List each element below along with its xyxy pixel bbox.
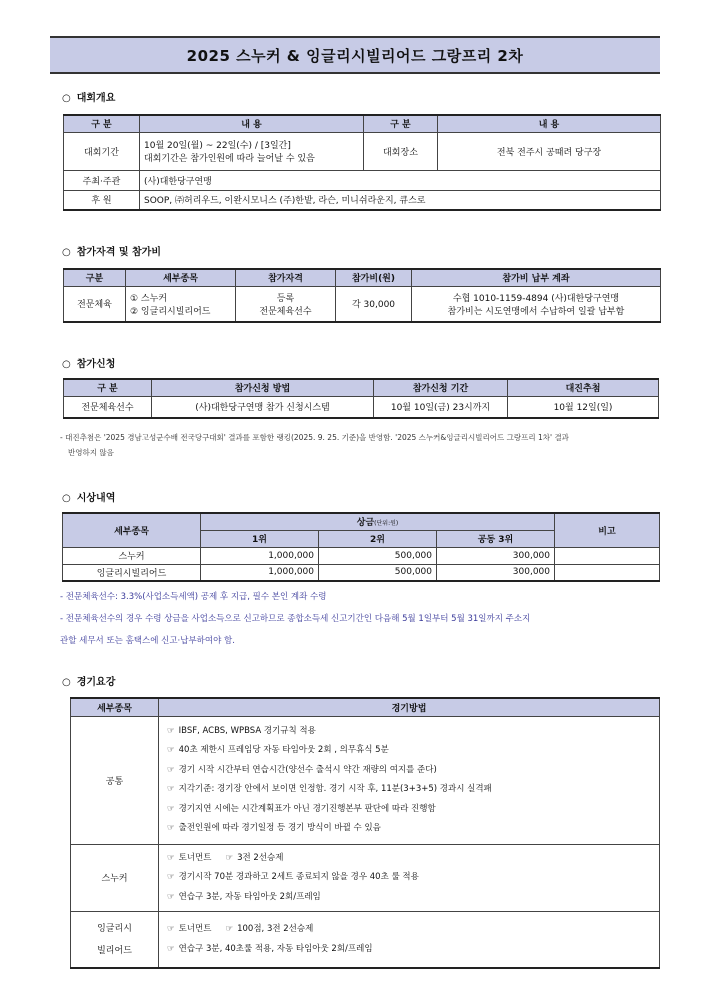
pointing-hand-icon: ☞ [167, 745, 175, 755]
prize-note-1: - 전문체육선수: 3.3%(사업소득세액) 공제 후 지급, 필수 본인 계좌 수령 [60, 592, 327, 602]
pointing-hand-icon: ☞ [167, 852, 175, 863]
prize-unit: (단위:원) [374, 520, 399, 528]
rules-english-label-line: 빌리어드 [97, 945, 132, 956]
section-heading-prizes [62, 489, 115, 504]
rules-english-label-line: 잉글리시 [97, 923, 132, 934]
section-marker: ○ [62, 359, 71, 370]
list-item: ☞ 출전인원에 따라 경기일정 등 경기 방식이 바뀔 수 있음 [167, 823, 381, 833]
venue-label: 대회장소 [364, 132, 438, 170]
account-cell [412, 286, 661, 322]
list-item: ☞ 연습구 3분, 자동 타임아웃 2회/프레임 [167, 891, 321, 902]
pointing-hand-icon: ☞ [167, 891, 175, 902]
pointing-hand-icon: ☞ [167, 803, 175, 814]
events-cell [126, 286, 236, 322]
section-heading-rules [62, 673, 115, 688]
eligibility-table [63, 268, 661, 323]
rules-snooker-label: 스누커 [71, 844, 159, 912]
sponsor-value: SOOP, ㈜허리우드, 이완시모니스 (주)한밭, 라슨, 미니쉬라운지, 큐스로 [140, 190, 661, 210]
rules-table [70, 697, 660, 969]
list-item: ☞ 40초 제한시 프레임당 자동 타임아웃 2회 , 의무휴식 5분 [167, 745, 389, 755]
eligibility-header: 세부종목 [126, 269, 236, 286]
event-item: ① 스누커 [130, 293, 168, 304]
period-line1: 10월 20일(월) ~ 22일(수) / [3일간] [144, 141, 291, 151]
title-bar [50, 36, 660, 74]
prize-note [555, 564, 660, 581]
qualification-line: 등록 [276, 293, 295, 304]
prize-header-label: 상금 [356, 518, 375, 529]
prize-rank-header: 1위 [201, 530, 319, 547]
section-heading-application [62, 355, 115, 370]
rules-header: 경기방법 [159, 698, 660, 716]
section-marker: ○ [62, 677, 71, 688]
eligibility-header: 구분 [64, 269, 126, 286]
sponsor-label: 후 원 [64, 190, 140, 210]
period-label: 대회기간 [64, 132, 140, 170]
period-cell [140, 132, 364, 170]
pointing-hand-icon: ☞ [167, 872, 175, 882]
application-header: 참가신청 기간 [374, 379, 508, 396]
pointing-hand-icon: ☞ [167, 784, 175, 794]
section-marker: ○ [62, 247, 71, 258]
prize-table [62, 512, 660, 582]
rules-english-list [159, 912, 660, 969]
category-cell: 전문체육 [64, 286, 126, 322]
list-item: ☞ 연습구 3분, 40초룰 적용, 자동 타임아웃 2회/프레임 [167, 943, 373, 954]
section-marker: ○ [62, 493, 71, 504]
host-value: (사)대한당구연맹 [140, 170, 661, 190]
application-note [60, 430, 680, 460]
application-header: 구 분 [64, 379, 152, 396]
fee-cell: 각 30,000 [336, 286, 412, 322]
rules-row-snooker [71, 844, 660, 912]
overview-header: 내 용 [438, 115, 661, 132]
prize-event: 스누커 [63, 547, 201, 564]
section-marker: ○ [62, 93, 71, 104]
page-title: 2025 스누커 & 잉글리시빌리어드 그랑프리 2차 [186, 46, 524, 65]
account-line: 수협 1010-1159-4894 (사)대한당구연맹 [452, 293, 620, 304]
list-item: ☞ 토너먼트 ☞ 100점, 3전 2선승제 [167, 924, 314, 934]
prize-note-2-line1: - 전문체육선수의 경우 수령 상금을 사업소득으로 신고하므로 종합소득세 신고기간인 다음해 5월 1일부터 5월 31일까지 주소지 [60, 614, 531, 624]
list-item: ☞ 경기시작 70분 경과하고 2세트 종료되지 않을 경우 40초 룰 적용 [167, 872, 419, 882]
rules-snooker-list [159, 844, 660, 912]
prize-value: 1,000,000 [201, 564, 319, 581]
eligibility-heading: 참가자격 및 참가비 [76, 247, 161, 258]
prize-value: 500,000 [319, 564, 437, 581]
account-line: 참가비는 시도연맹에서 수납하여 일괄 납부함 [447, 306, 625, 317]
prize-value: 300,000 [437, 564, 555, 581]
application-cell: 10월 12일(일) [508, 396, 659, 418]
event-item: ② 잉글리시빌리어드 [130, 306, 211, 317]
prize-value: 300,000 [437, 547, 555, 564]
prize-note [555, 547, 660, 564]
overview-header: 구 분 [64, 115, 140, 132]
prize-header-event: 세부종목 [63, 513, 201, 547]
pointing-hand-icon: ☞ [167, 943, 175, 954]
list-item: ☞ 경기지연 시에는 시간계획표가 아닌 경기진행본부 판단에 따라 진행함 [167, 803, 436, 814]
application-note-line2: 반영하지 않음 [68, 448, 114, 457]
rules-header: 세부종목 [71, 698, 159, 716]
application-header: 대진추첨 [508, 379, 659, 396]
prize-rank-header: 2위 [319, 530, 437, 547]
pointing-hand-icon: ☞ [225, 924, 234, 934]
overview-header: 내 용 [140, 115, 364, 132]
list-item: ☞ 토너먼트 ☞ 3전 2선승제 [167, 852, 284, 863]
application-table [63, 378, 659, 419]
period-line2: 대회기간은 참가인원에 따라 늘어날 수 있음 [144, 154, 315, 164]
application-cell: 전문체육선수 [64, 396, 152, 418]
prizes-heading: 시상내역 [76, 493, 116, 504]
prize-notes [60, 586, 680, 652]
section-heading-overview [62, 89, 115, 104]
table-row [63, 564, 660, 581]
pointing-hand-icon: ☞ [167, 823, 175, 833]
section-heading-eligibility [62, 243, 161, 258]
prize-rank-header: 공동 3위 [437, 530, 555, 547]
pointing-hand-icon: ☞ [167, 924, 175, 934]
host-label: 주최·주관 [64, 170, 140, 190]
rules-common-list [159, 716, 660, 844]
application-cell: (사)대한당구연맹 참가 신청시스템 [152, 396, 374, 418]
rules-english-label [71, 912, 159, 969]
prize-value: 1,000,000 [201, 547, 319, 564]
overview-header: 구 분 [364, 115, 438, 132]
pointing-hand-icon: ☞ [167, 725, 175, 736]
prize-value: 500,000 [319, 547, 437, 564]
application-cell: 10월 10일(금) 23시까지 [374, 396, 508, 418]
overview-table [63, 114, 661, 211]
list-item: ☞ IBSF, ACBS, WPBSA 경기규칙 적용 [167, 725, 316, 736]
rules-common-label: 공통 [71, 716, 159, 844]
rules-heading: 경기요강 [76, 677, 116, 688]
rules-row-common [71, 716, 660, 844]
prize-note-2-line2: 관할 세무서 또는 홈택스에 신고·납부하여야 함. [60, 636, 235, 646]
application-heading: 참가신청 [76, 359, 116, 370]
application-note-line1: - 대진추첨은 '2025 경남고성군수배 전국당구대회' 결과를 포함한 랭킹(2025. 9. 25. 기준)을 반영함. '2025 스누커&잉글리시빌리어드 그랑프리 1차' 결과 [60, 433, 569, 442]
prize-header-note: 비고 [555, 513, 660, 547]
qualification-line: 전문체육선수 [259, 306, 312, 317]
list-item: ☞ 지각기준: 경기장 안에서 보이면 인정함. 경기 시작 후, 11분(3+3+5) 경과시 실격패 [167, 784, 492, 794]
eligibility-header: 참가비 납부 계좌 [412, 269, 661, 286]
prize-event: 잉글리시빌리어드 [63, 564, 201, 581]
application-header: 참가신청 방법 [152, 379, 374, 396]
table-row [63, 547, 660, 564]
eligibility-header: 참가자격 [236, 269, 336, 286]
overview-heading: 대회개요 [76, 93, 116, 104]
venue-value: 전북 전주시 공때려 당구장 [438, 132, 661, 170]
pointing-hand-icon: ☞ [167, 764, 175, 775]
list-item: ☞ 경기 시작 시간부터 연습시간(양선수 출석시 약간 재량의 여지를 준다) [167, 764, 437, 775]
prize-header-amount [201, 513, 555, 530]
pointing-hand-icon: ☞ [225, 852, 234, 863]
eligibility-header: 참가비(원) [336, 269, 412, 286]
rules-row-english [71, 912, 660, 969]
qualification-cell [236, 286, 336, 322]
